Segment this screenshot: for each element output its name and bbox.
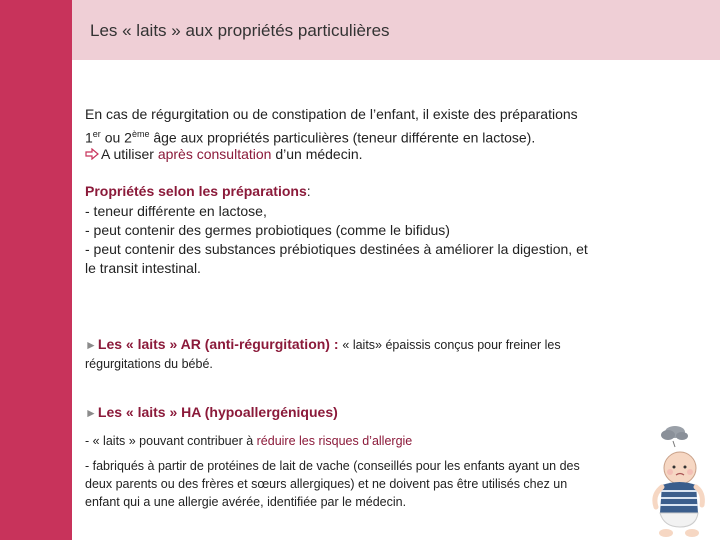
triangle-bullet-icon: ►: [85, 406, 97, 420]
ha-item-1: - « laits » pouvant contribuer à réduire les risques d’allergie: [85, 434, 413, 448]
baby-illustration: [640, 415, 710, 540]
properties-heading: Propriétés selon les préparations:: [85, 183, 311, 199]
triangle-bullet-icon: ►: [85, 338, 97, 352]
ha-item-2: - fabriqués à partir de protéines de lait de vache (conseillés pour les enfants ayant un des deux parents ou des frères et sœurs allergiques) et ne doivent pas être utilisés chez un enfant qui a une allergie avérée, identifiée par le médecin.: [85, 459, 580, 509]
intro-line-1: En cas de régurgitation ou de constipation de l’enfant, il existe des préparations: [85, 106, 578, 122]
list-item: - teneur différente en lactose,: [85, 203, 267, 219]
list-item: - peut contenir des substances prébiotiques destinées à améliorer la digestion, et: [85, 241, 588, 257]
consultation-highlight: après consultation: [157, 146, 272, 162]
list-item: le transit intestinal.: [85, 260, 201, 276]
intro-line-2: 1er ou 2ème âge aux propriétés particulières (teneur différente en lactose).: [85, 129, 536, 146]
left-accent-bar: [0, 0, 72, 540]
allergy-risk-highlight: réduire les risques d’allergie: [256, 434, 413, 448]
ha-heading: ►Les « laits » HA (hypoallergéniques): [85, 404, 338, 420]
ar-heading: ►Les « laits » AR (anti-régurgitation) : « laits» épaissis conçus pour freiner les: [85, 336, 561, 352]
slide-title: Les « laits » aux propriétés particulières: [90, 21, 390, 40]
ar-description: régurgitations du bébé.: [85, 357, 213, 371]
title-banner: [72, 0, 720, 60]
list-item: - peut contenir des germes probiotiques (comme le bifidus): [85, 222, 450, 238]
arrow-right-icon: [85, 148, 99, 160]
intro-line-3: A utiliser après consultation d’un médecin.: [85, 144, 363, 164]
